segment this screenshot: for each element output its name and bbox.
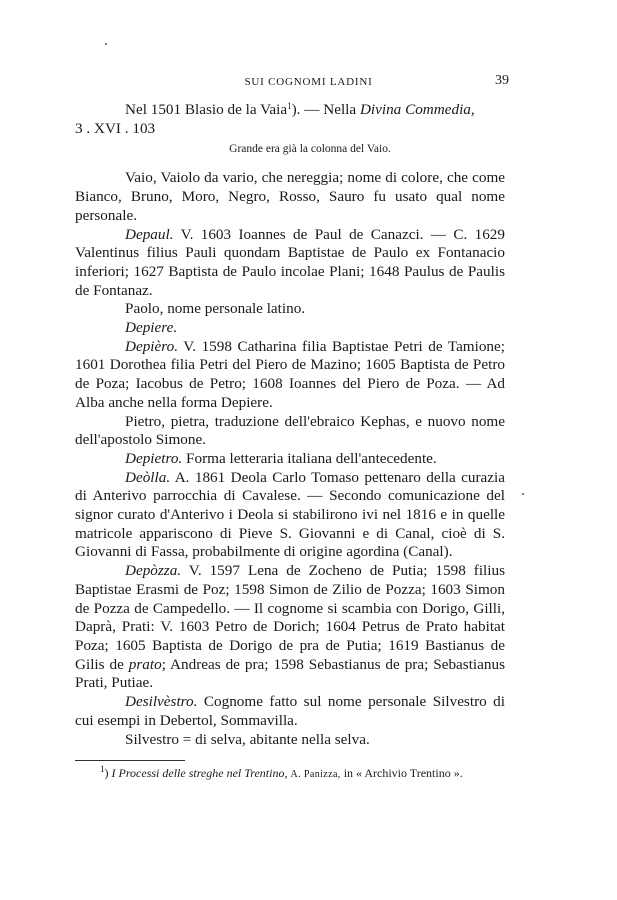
paragraph [75, 101, 505, 120]
paragraph: Pietro, pietra, traduzione dell'ebraico Kephas, e nuovo nome dell'apostolo Simone. [75, 412, 505, 449]
italic-word: prato [128, 655, 162, 673]
entry-text: V. 1598 Catharina filia Baptistae Petri de Tamione; 1601 Dorothea filia Petri del Piero de Mazino; 1605 Baptista de Petro de Poza; Iacobus de Petro; 1608 Ioannes del Piero de Poza. — Ad Alba anche nella forma Depiere. [75, 337, 505, 411]
footnote-rule [75, 760, 185, 761]
entry-text: V. 1603 Ioannes de Paul de Canazci. — C. 1629 Valentinus filius Pauli quondam Baptistae de Paulo ex Fontanacio inferiori; 1627 Baptista de Paulo incolae Plani; 1648 Paulus de Paulis de Fontanaz. [75, 225, 505, 299]
entry-text: ; Andreas de pra; 1598 Sebastianus de pra; Sebastianus Prati, Putiae. [75, 655, 505, 692]
paragraph: Vaio, Vaiolo da vario, che nereggia; nome di colore, che come Bianco, Bruno, Moro, Negro, Rosso, Sauro fu usato qual nome personale. [75, 169, 505, 224]
footnote-mark: 1 [100, 764, 105, 774]
footnote-author: A. Panizza, [290, 769, 341, 780]
work-title: Divina Commedia, [359, 101, 475, 118]
text-run: Nel 1501 Blasio de la Vaia [125, 101, 288, 118]
paragraph: Silvestro = di selva, abitante nella selva. [125, 730, 370, 748]
entry-depiero [75, 338, 505, 413]
main-text [75, 101, 505, 749]
running-header: SUI COGNOMI LADINI [244, 76, 373, 88]
entry-desilvestro [75, 693, 505, 730]
entry-deolla [75, 469, 505, 563]
entry-text: V. 1597 Lena de Zocheno de Putia; 1598 filius Baptistae Erasmi de Poz; 1598 Simon de Zilio de Pozza; 1603 Simon de Pozza de Campedello. — Il cognome si scambia con Dorigo, Gilli, Daprà, Prati: V. 1603 Petro de Dorich; 1604 Petrus de Prato habitat Poza; 1605 Baptista de Dorigo de pra de Putia; 1619 Bastianus de Gilis de [75, 562, 505, 673]
entry-heading: Depaul. [125, 225, 174, 243]
footnote-text: in « Archivio Trentino ». [340, 766, 463, 780]
entry-heading: Depièro. [125, 337, 179, 355]
text-run: ). — Nella [291, 101, 360, 118]
paper-speck [522, 493, 524, 495]
entry-heading: Deòlla. [125, 468, 171, 486]
entry-depietro [75, 450, 505, 469]
quotation: Grande era già la colonna del Vaio. [229, 143, 391, 156]
citation: 3 . XVI . 103 [75, 119, 156, 137]
footnote: $^1$) I Processi delle streghe nel Trentino, A. Panizza, in « Archivio Trentino ». [100, 764, 463, 780]
footnote-reference: 1 [287, 101, 292, 111]
entry-depozza [75, 562, 505, 693]
entry-heading: Depietro. [125, 449, 183, 467]
entry-heading: Depòzza. [125, 562, 182, 580]
entry-heading: Depiere. [125, 319, 178, 337]
entry-heading: Desilvèstro. [125, 693, 198, 711]
page-number: 39 [495, 73, 509, 88]
entry-text: A. 1861 Deola Carlo Tomaso pettenaro della curazia di Anterivo parrocchia di Cavalese. — Secondo comunicazione del signor curato d'Anterivo i Deola si stabilirono ivi nel 1816 e in quelle matricole appariscono di Pieve S. Giovanni e di Canal, cioè di S. Giovanni di Fassa, probabilmente di origine agordina (Canal). [75, 468, 505, 561]
entry-text: Cognome fatto sul nome personale Silvestro di cui esempi in Debertol, Sommavilla. [75, 693, 505, 729]
footnote-title: I Processi delle streghe nel Trentino, [111, 766, 288, 780]
paper-speck [105, 43, 107, 45]
entry-depaul [75, 226, 505, 301]
entry-depiere [75, 319, 505, 338]
entry-text: Forma letteraria italiana dell'antecedente. [182, 449, 437, 467]
paragraph: Paolo, nome personale latino. [125, 300, 306, 318]
